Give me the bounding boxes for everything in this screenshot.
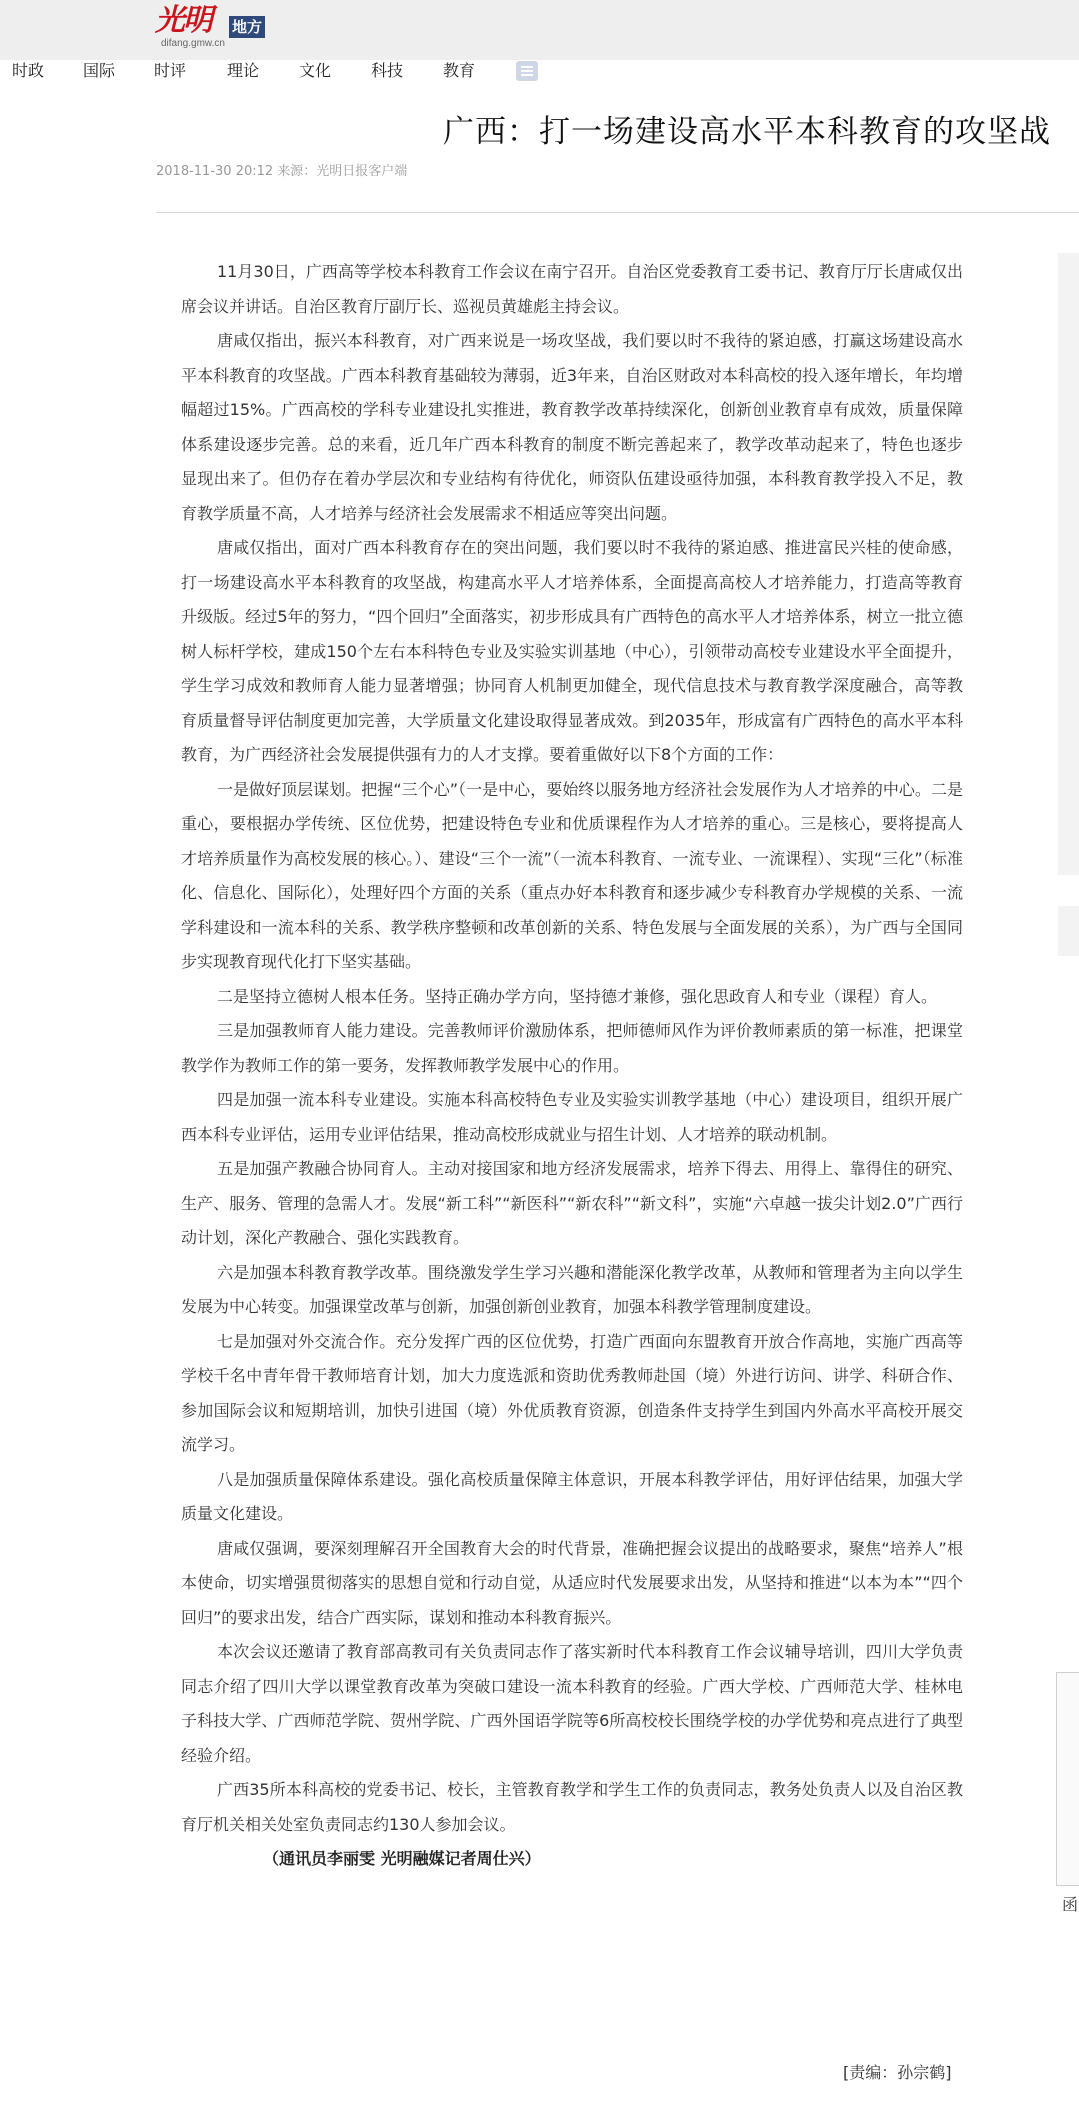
nav-item-politics[interactable]: 时政 (12, 61, 45, 80)
article-paragraph: 二是坚持立德树人根本任务。坚持正确办学方向，坚持德才兼修，强化思政育人和专业（课程）育人。 (217, 986, 938, 1006)
article-paragraph: 本次会议还邀请了教育部高教司有关负责同志作了落实新时代本科教育工作会议辅导培训，四川大学负责同志介绍了四川大学以课堂教育改革为突破口建设一流本科教育的经验。广西大学校、广西师范大学、桂林电子科技大学、广西师范学院、贺州学院、广西外国语学院等6所高校校长围绕学校的办学优势和亮点进行了典型经验介绍。 (181, 1642, 963, 1765)
article-paragraph: 四是加强一流本科专业建设。实施本科高校特色专业及实验实训教学基地（中心）建设项目，组织开展广西本科专业评估，运用专业评估结果，推动高校形成就业与招生计划、人才培养的联动机制。 (181, 1090, 963, 1144)
menu-icon-line (521, 74, 533, 76)
main-nav (0, 60, 1079, 88)
divider (156, 212, 1079, 213)
article-meta: 2018-11-30 20:12 来源：光明日报客户端 (156, 164, 408, 179)
side-panel-edge (1058, 253, 1079, 875)
side-image-edge[interactable] (1056, 1672, 1079, 1886)
menu-icon-line (521, 70, 533, 72)
article-paragraph: 唐咸仅指出，面对广西本科教育存在的突出问题，我们要以时不我待的紧迫感、推进富民兴桂的使命感，打一场建设高水平本科教育的攻坚战，构建高水平人才培养体系，全面提高高校人才培养能力，打造高等教育升级版。经过5年的努力，“四个回归”全面落实，初步形成具有广西特色的高水平人才培养体系，树立一批立德树人标杆学校，建成150个左右本科特色专业及实验实训基地（中心），引领带动高校专业建设水平全面提升，学生学习成效和教师育人能力显著增强；协同育人机制更加健全，现代信息技术与教育教学深度融合，高等教育质量督导评估制度更加完善，大学质量文化建设取得显著成效。到2035年，形成富有广西特色的高水平本科教育，为广西经济社会发展提供强有力的人才支撑。要着重做好以下8个方面的工作： (181, 538, 963, 764)
nav-item-culture[interactable]: 文化 (299, 61, 332, 80)
article-paragraph: 五是加强产教融合协同育人。主动对接国家和地方经济发展需求，培养下得去、用得上、靠得住的研究、生产、服务、管理的急需人才。发展“新工科”“新医科”“新农科”“新文科”，实施“六卓越一拔尖计划2.0”广西行动计划，深化产教融合、强化实践教育。 (181, 1159, 963, 1247)
article-paragraph: 广西35所本科高校的党委书记、校长，主管教育教学和学生工作的负责同志，教务处负责人以及自治区教育厅机关相关处室负责同志约130人参加会议。 (181, 1780, 963, 1834)
article-paragraph: 唐咸仅强调，要深刻理解召开全国教育大会的时代背景，准确把握会议提出的战略要求，聚焦“培养人”根本使命，切实增强贯彻落实的思想自觉和行动自觉，从适应时代发展要求出发，从坚持和推进“以本为本”“四个回归”的要求出发，结合广西实际，谋划和推动本科教育振兴。 (181, 1538, 963, 1627)
article-byline: （通讯员李丽雯 光明融媒记者周仕兴） (263, 1849, 541, 1868)
top-bar (0, 0, 1079, 61)
article-title: 广西：打一场建设高水平本科教育的攻坚战 (443, 114, 1051, 150)
menu-icon[interactable] (516, 61, 538, 81)
nav-item-international[interactable]: 国际 (83, 61, 116, 80)
article-paragraph: 七是加强对外交流合作。充分发挥广西的区位优势，打造广西面向东盟教育开放合作高地，实施广西高等学校千名中青年骨干教师培育计划，加大力度选派和资助优秀教师赴国（境）外进行访问、讲学、科研合作、参加国际会议和短期培训，加快引进国（境）外优质教育资源，创造条件支持学生到国内外高水平高校开展交流学习。 (181, 1331, 963, 1454)
article-body (181, 255, 963, 1877)
nav-item-theory[interactable]: 理论 (227, 61, 260, 80)
logo-domain: difang.gmw.cn (161, 38, 225, 49)
menu-icon-line (521, 66, 533, 68)
nav-item-technology[interactable]: 科技 (371, 61, 404, 80)
nav-item-commentary[interactable]: 时评 (154, 61, 187, 80)
article-paragraph: 六是加强本科教育教学改革。围绕激发学生学习兴趣和潜能深化教学改革，从教师和管理者为主向以学生发展为中心转变。加强课堂改革与创新，加强创新创业教育，加强本科教学管理制度建设。 (181, 1262, 963, 1316)
logo-badge: 地方 (229, 16, 265, 38)
site-logo[interactable] (155, 4, 265, 52)
editor-credit: [责编：孙宗鹤] (843, 2063, 952, 2082)
article-paragraph: 八是加强质量保障体系建设。强化高校质量保障主体意识，开展本科教学评估，用好评估结果，加强大学质量文化建设。 (181, 1469, 963, 1523)
nav-item-education[interactable]: 教育 (443, 61, 476, 80)
article-paragraph: 11月30日，广西高等学校本科教育工作会议在南宁召开。自治区党委教育工委书记、教育厅厅长唐咸仅出席会议并讲话。自治区教育厅副厅长、巡视员黄雄彪主持会议。 (181, 262, 963, 316)
side-text-fragment: 函 (1062, 1895, 1079, 1914)
article-paragraph: 唐咸仅指出，振兴本科教育，对广西来说是一场攻坚战，我们要以时不我待的紧迫感，打赢这场建设高水平本科教育的攻坚战。广西本科教育基础较为薄弱，近3年来，自治区财政对本科高校的投入逐年增长，年均增幅超过15%。广西高校的学科专业建设扎实推进，教育教学改革持续深化，创新创业教育卓有成效，质量保障体系建设逐步完善。总的来看，近几年广西本科教育的制度不断完善起来了，教学改革动起来了，特色也逐步显现出来了。但仍存在着办学层次和专业结构有待优化，师资队伍建设亟待加强，本科教育教学投入不足，教育教学质量不高，人才培养与经济社会发展需求不相适应等突出问题。 (181, 331, 963, 523)
article-paragraph: 三是加强教师育人能力建设。完善教师评价激励体系，把师德师风作为评价教师素质的第一标准，把课堂教学作为教师工作的第一要务，发挥教师教学发展中心的作用。 (181, 1021, 963, 1075)
logo-text: 光明 (155, 3, 211, 38)
side-panel-edge (1058, 906, 1079, 956)
article-paragraph: 一是做好顶层谋划。把握“三个心”（一是中心，要始终以服务地方经济社会发展作为人才培养的中心。二是重心，要根据办学传统、区位优势，把建设特色专业和优质课程作为人才培养的重心。三是核心，要将提高人才培养质量作为高校发展的核心。）、建设“三个一流”（一流本科教育、一流专业、一流课程）、实现“三化”（标准化、信息化、国际化），处理好四个方面的关系（重点办好本科教育和逐步减少专科教育办学规模的关系、一流学科建设和一流本科的关系、教学秩序整顿和改革创新的关系、特色发展与全面发展的关系），为广西与全国同步实现教育现代化打下坚实基础。 (181, 779, 963, 971)
